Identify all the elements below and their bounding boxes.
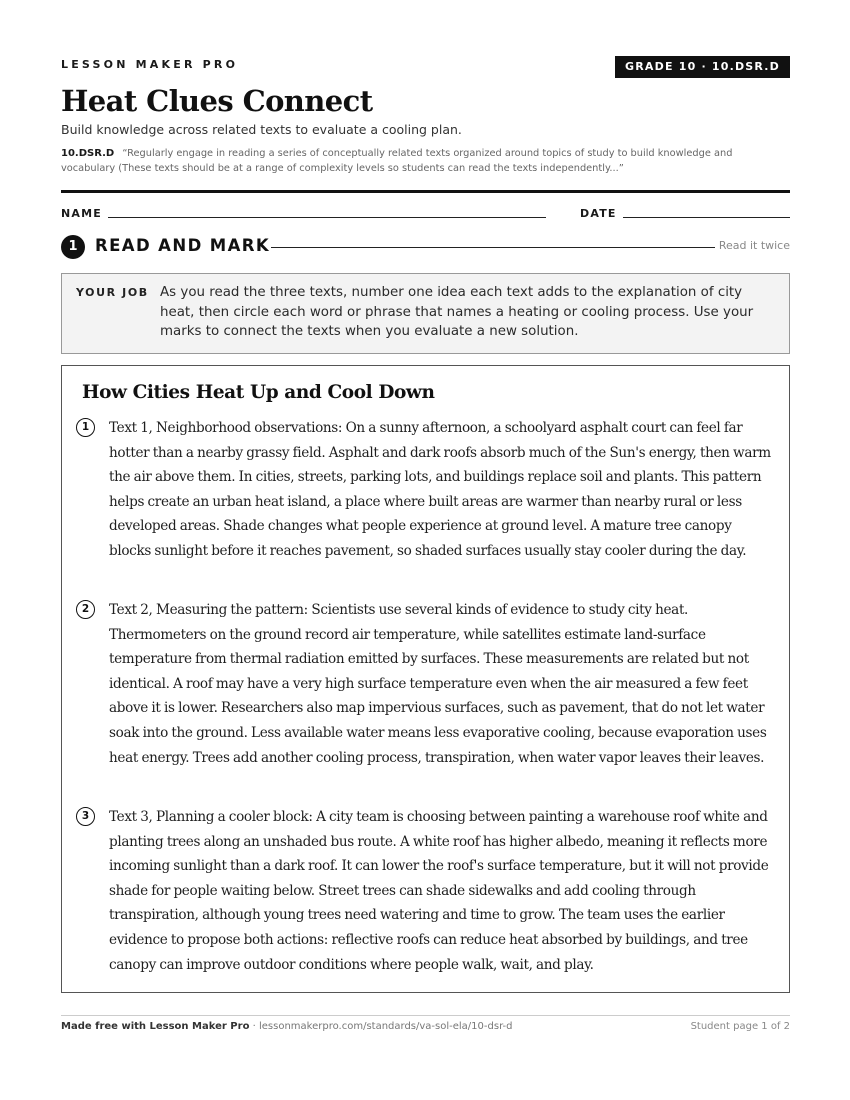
page-title: Heat Clues Connect bbox=[61, 84, 373, 118]
header-divider bbox=[61, 190, 790, 193]
paragraph-number: 2 bbox=[76, 600, 95, 619]
footer-separator: · bbox=[249, 1021, 259, 1032]
footer-divider bbox=[61, 1015, 790, 1016]
standard-text: “Regularly engage in reading a series of conceptually related texts organized around topics of study to build knowledge and vocabulary (These texts should be at a range of complexity levels so students can read the texts independently...” bbox=[61, 148, 733, 174]
job-label: YOUR JOB bbox=[76, 286, 149, 299]
reading-passage-box bbox=[61, 365, 790, 993]
paragraph-text: Text 2, Measuring the pattern: Scientists use several kinds of evidence to study city heat. Thermometers on the ground record air temperature, while satellites estimate land-surface temperature from thermal radiation emitted by surfaces. These measurements are related but not identical. A roof may have a very high surface temperature even when the air measured a few feet above it is lower. Researchers also map impervious surfaces, such as pavement, that do not let water soak into the ground. Less available water means less evaporative cooling, because evaporation uses heat energy. Trees add another cooling process, transpiration, when water vapor leaves their leaves. bbox=[109, 602, 767, 766]
standard-citation bbox=[61, 146, 761, 176]
footer-made-with: Made free with Lesson Maker Pro bbox=[61, 1021, 250, 1032]
paragraph-number: 3 bbox=[76, 807, 95, 826]
footer-page-number: Student page 1 of 2 bbox=[690, 1021, 790, 1032]
page-subtitle: Build knowledge across related texts to evaluate a cooling plan. bbox=[61, 122, 462, 137]
paragraph-text: Text 1, Neighborhood observations: On a sunny afternoon, a schoolyard asphalt court can feel far hotter than a nearby grassy field. Asphalt and dark roofs absorb much of the Sun's energy, then warm the air above them. In cities, streets, parking lots, and buildings replace soil and plants. This pattern helps create an urban heat island, a place where built areas are warmer than nearby rural or less developed areas. Shade changes what people experience at ground level. A mature tree canopy blocks sunlight before it reaches pavement, so shaded surfaces usually stay cooler during the day. bbox=[109, 420, 771, 559]
paragraph-text: Text 3, Planning a cooler block: A city team is choosing between painting a warehouse roof white and planting trees along an unshaded bus route. A white roof has higher albedo, meaning it reflects more incoming sunlight than a dark roof. It can lower the roof's surface temperature, but it will not provide shade for people waiting below. Street trees can shade sidewalks and add cooling through transpiration, although young trees need watering and time to grow. The team uses the earlier evidence to propose both actions: reflective roofs can reduce heat absorbed by buildings, and tree canopy can improve outdoor conditions where people walk, wait, and play. bbox=[109, 809, 769, 973]
section-header bbox=[61, 235, 790, 259]
grade-badge: GRADE 10 · 10.DSR.D bbox=[615, 56, 790, 78]
brand-name: LESSON MAKER PRO bbox=[61, 58, 239, 71]
standard-code: 10.DSR.D bbox=[61, 148, 115, 159]
section-number-badge: 1 bbox=[61, 235, 85, 259]
name-label: NAME bbox=[61, 207, 102, 220]
section-divider bbox=[271, 247, 715, 248]
header-bar bbox=[61, 56, 790, 78]
job-text: As you read the three texts, number one idea each text adds to the explanation of city heat, then circle each word or phrase that names a heating or cooling process. Use your marks to connect the texts when you evaluate a new solution. bbox=[160, 285, 754, 339]
name-field[interactable] bbox=[108, 217, 546, 218]
job-instructions-box bbox=[61, 273, 790, 354]
date-label: DATE bbox=[580, 207, 617, 220]
section-note: Read it twice bbox=[718, 239, 790, 252]
footer-url[interactable]: lessonmakerpro.com/standards/va-sol-ela/10-dsr-d bbox=[258, 1021, 513, 1032]
section-title: READ AND MARK bbox=[95, 236, 271, 255]
date-field[interactable] bbox=[623, 217, 790, 218]
reading-title: How Cities Heat Up and Cool Down bbox=[82, 382, 435, 403]
paragraph-number: 1 bbox=[76, 418, 95, 437]
name-date-row bbox=[61, 205, 790, 221]
footer bbox=[61, 1021, 790, 1032]
